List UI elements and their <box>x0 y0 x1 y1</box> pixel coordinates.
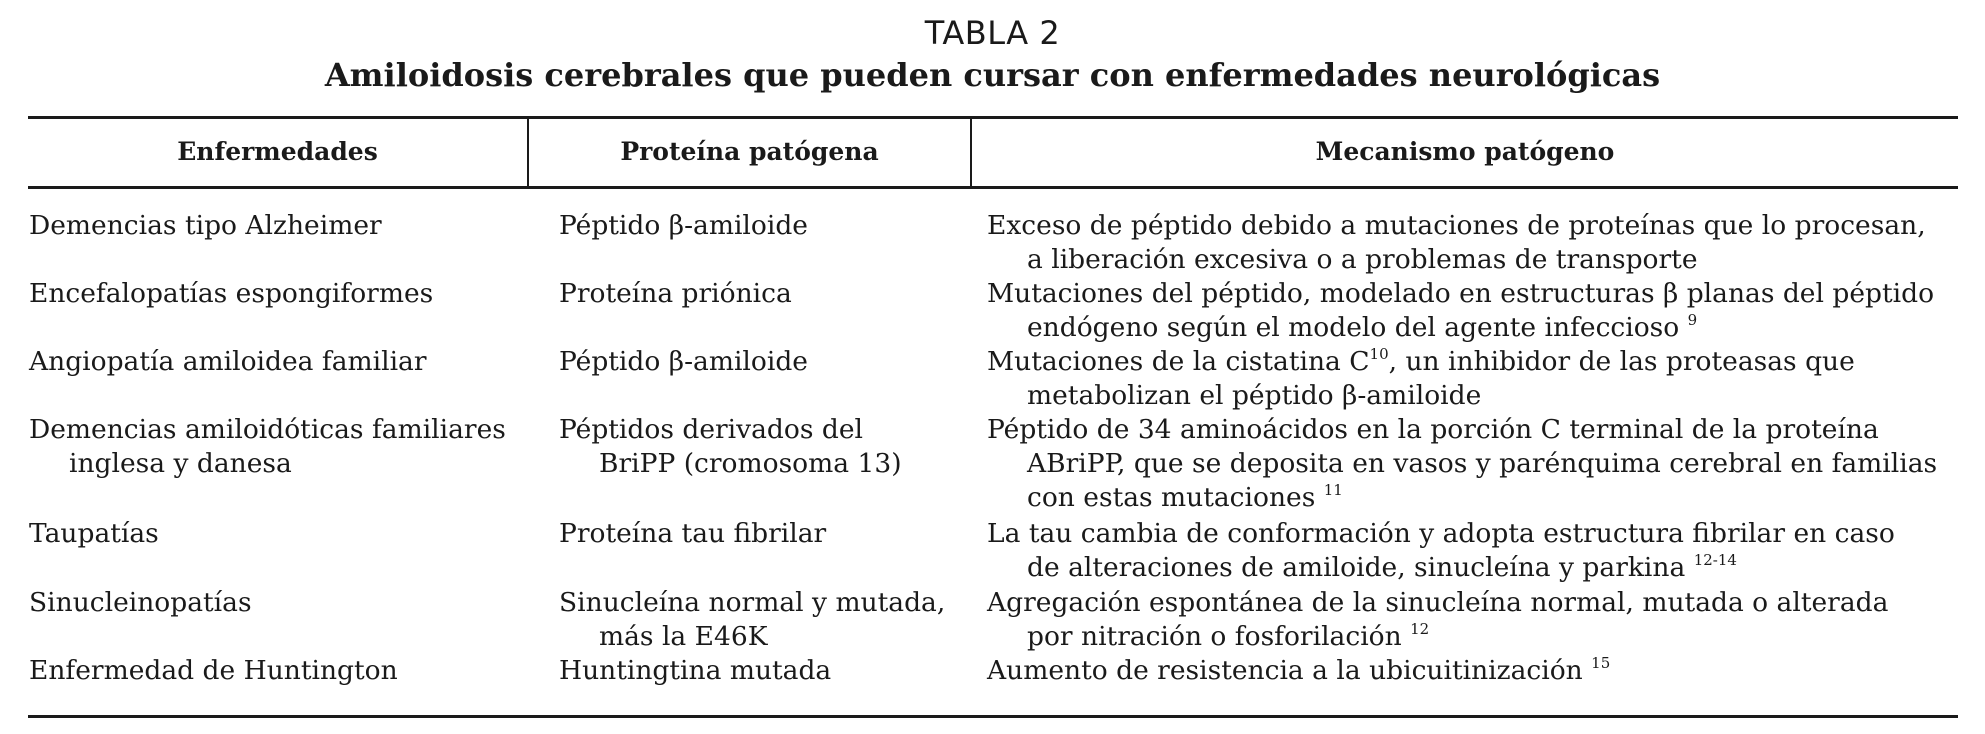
reference-number: 15 <box>1591 654 1611 672</box>
mechanism-cell: Agregación espontánea de la sinucleína normal, mutada o alterada por nitración o fosforilación $^{12}$ <box>987 587 1889 652</box>
header-mecanismo-patogeno: Mecanismo patógeno <box>1315 137 1615 166</box>
mechanism-cell: Péptido de 34 aminoácidos en la porción C terminal de la proteína ABriPP, que se deposita en vasos y parénquima cerebral en familias con estas mutaciones $^{11}$ <box>987 414 1938 513</box>
protein-cell: Proteína tau fibrilar <box>559 518 827 549</box>
bottom-rule <box>28 715 1958 718</box>
protein-cell: Péptidos derivados del BriPP (cromosoma 13) <box>559 414 902 479</box>
protein-cell: Péptido β-amiloide <box>559 346 808 377</box>
protein-cell: Sinucleína normal y mutada, más la E46K <box>559 587 946 652</box>
disease-cell: Enfermedad de Huntington <box>29 655 398 686</box>
protein-cell: Huntingtina mutada <box>559 655 832 686</box>
top-rule <box>28 116 1958 119</box>
mechanism-cell: Exceso de péptido debido a mutaciones de proteínas que lo procesan, a liberación excesiva o a problemas de transporte <box>987 210 1926 275</box>
header-proteina-patogena: Proteína patógena <box>620 137 879 166</box>
table-title: Amiloidosis cerebrales que pueden cursar con enfermedades neurológicas <box>324 56 1661 94</box>
disease-cell: Demencias tipo Alzheimer <box>29 210 382 241</box>
header-rule <box>28 186 1958 189</box>
table-number: TABLA 2 <box>924 14 1061 52</box>
protein-cell: Péptido β-amiloide <box>559 210 808 241</box>
disease-cell: Demencias amiloidóticas familiares inglesa y danesa <box>29 414 506 479</box>
header-enfermedades: Enfermedades <box>177 137 378 166</box>
reference-number: 10 <box>1369 345 1389 363</box>
reference-number: 11 <box>1323 481 1343 499</box>
disease-cell: Taupatías <box>29 518 159 549</box>
mechanism-cell: La tau cambia de conformación y adopta estructura fibrilar en caso de alteraciones de amiloide, sinucleína y parkina $^{12-14}$ <box>987 518 1895 583</box>
mechanism-cell: Mutaciones del péptido, modelado en estructuras β planas del péptido endógeno según el modelo del agente infeccioso $^9$ <box>987 278 1935 343</box>
reference-number: 12-14 <box>1693 551 1737 569</box>
disease-cell: Angiopatía amiloidea familiar <box>29 346 427 377</box>
mechanism-cell: Aumento de resistencia a la ubicuitinización $^{15}$ <box>987 654 1611 686</box>
disease-cell: Sinucleinopatías <box>29 587 252 618</box>
disease-cell: Encefalopatías espongiformes <box>29 278 434 309</box>
reference-number: 9 <box>1687 311 1698 329</box>
mechanism-cell: Mutaciones de la cistatina C$^{10}$, un inhibidor de las proteasas que metabolizan el péptido β-amiloide <box>987 345 1855 411</box>
reference-number: 12 <box>1410 620 1430 638</box>
protein-cell: Proteína priónica <box>559 278 792 309</box>
